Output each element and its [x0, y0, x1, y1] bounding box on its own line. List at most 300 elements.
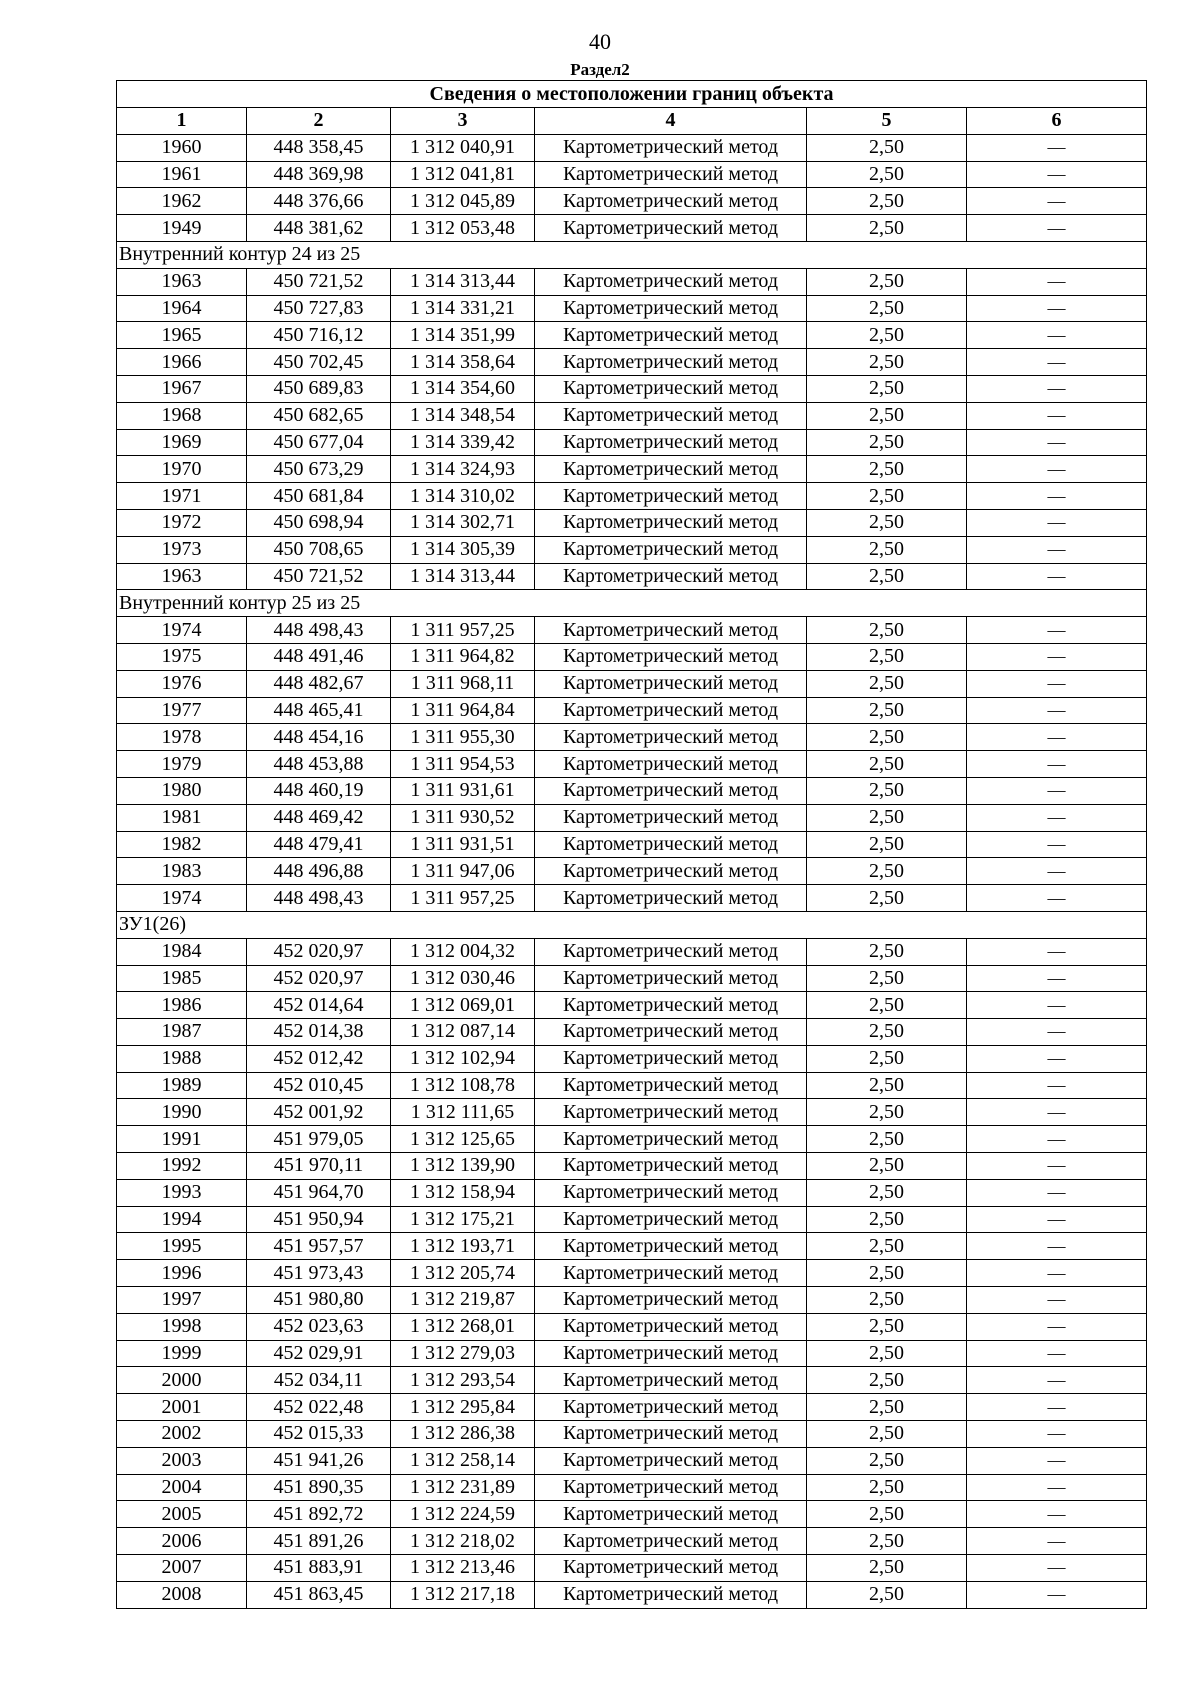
- x-coordinate-cell: 450 702,45: [247, 349, 391, 376]
- accuracy-cell: 2,50: [807, 670, 967, 697]
- accuracy-cell: 2,50: [807, 1099, 967, 1126]
- x-coordinate-cell: 448 376,66: [247, 188, 391, 215]
- point-number-cell: 1962: [117, 188, 247, 215]
- point-number-cell: 1985: [117, 965, 247, 992]
- y-coordinate-cell: 1 312 069,01: [391, 992, 535, 1019]
- point-number-cell: 1975: [117, 643, 247, 670]
- method-cell: Картометрический метод: [535, 1153, 807, 1180]
- method-cell: Картометрический метод: [535, 1367, 807, 1394]
- table-row: [117, 1072, 1147, 1099]
- table-caption-row: [117, 81, 1147, 108]
- point-number-cell: 1999: [117, 1340, 247, 1367]
- y-coordinate-cell: 1 314 331,21: [391, 295, 535, 322]
- point-number-cell: 1997: [117, 1287, 247, 1314]
- method-cell: Картометрический метод: [535, 268, 807, 295]
- accuracy-cell: 2,50: [807, 804, 967, 831]
- accuracy-cell: 2,50: [807, 429, 967, 456]
- table-row: [117, 938, 1147, 965]
- method-cell: Картометрический метод: [535, 456, 807, 483]
- y-coordinate-cell: 1 312 268,01: [391, 1313, 535, 1340]
- x-coordinate-cell: 450 716,12: [247, 322, 391, 349]
- method-cell: Картометрический метод: [535, 1501, 807, 1528]
- accuracy-cell: 2,50: [807, 1072, 967, 1099]
- accuracy-cell: 2,50: [807, 322, 967, 349]
- table-row: [117, 858, 1147, 885]
- method-cell: Картометрический метод: [535, 349, 807, 376]
- description-cell: —: [967, 1153, 1147, 1180]
- point-number-cell: 1978: [117, 724, 247, 751]
- method-cell: Картометрический метод: [535, 965, 807, 992]
- table-row: [117, 1233, 1147, 1260]
- y-coordinate-cell: 1 311 964,84: [391, 697, 535, 724]
- table-row: [117, 1555, 1147, 1582]
- description-cell: —: [967, 429, 1147, 456]
- table-row: [117, 1313, 1147, 1340]
- description-cell: —: [967, 992, 1147, 1019]
- description-cell: —: [967, 1367, 1147, 1394]
- method-cell: Картометрический метод: [535, 885, 807, 912]
- description-cell: —: [967, 456, 1147, 483]
- accuracy-cell: 2,50: [807, 1206, 967, 1233]
- method-cell: Картометрический метод: [535, 322, 807, 349]
- point-number-cell: 1988: [117, 1045, 247, 1072]
- method-cell: Картометрический метод: [535, 1528, 807, 1555]
- point-number-cell: 1970: [117, 456, 247, 483]
- point-number-cell: 1974: [117, 617, 247, 644]
- description-cell: —: [967, 670, 1147, 697]
- x-coordinate-cell: 451 890,35: [247, 1474, 391, 1501]
- table-row: [117, 1474, 1147, 1501]
- table-row: [117, 724, 1147, 751]
- accuracy-cell: 2,50: [807, 1528, 967, 1555]
- accuracy-cell: 2,50: [807, 1501, 967, 1528]
- description-cell: —: [967, 536, 1147, 563]
- method-cell: Картометрический метод: [535, 1581, 807, 1608]
- x-coordinate-cell: 451 863,45: [247, 1581, 391, 1608]
- y-coordinate-cell: 1 312 286,38: [391, 1421, 535, 1448]
- contour-group-label: Внутренний контур 25 из 25: [117, 590, 1147, 617]
- accuracy-cell: 2,50: [807, 1287, 967, 1314]
- table-caption: Сведения о местоположении границ объекта: [117, 81, 1147, 108]
- point-number-cell: 1983: [117, 858, 247, 885]
- x-coordinate-cell: 448 496,88: [247, 858, 391, 885]
- table-row: [117, 1421, 1147, 1448]
- description-cell: —: [967, 509, 1147, 536]
- y-coordinate-cell: 1 311 957,25: [391, 885, 535, 912]
- y-coordinate-cell: 1 314 310,02: [391, 483, 535, 510]
- point-number-cell: 1980: [117, 777, 247, 804]
- method-cell: Картометрический метод: [535, 1019, 807, 1046]
- y-coordinate-cell: 1 311 957,25: [391, 617, 535, 644]
- point-number-cell: 1967: [117, 375, 247, 402]
- point-number-cell: 1996: [117, 1260, 247, 1287]
- table-row: [117, 1581, 1147, 1608]
- table-row: [117, 563, 1147, 590]
- y-coordinate-cell: 1 311 931,61: [391, 777, 535, 804]
- description-cell: —: [967, 1340, 1147, 1367]
- x-coordinate-cell: 448 454,16: [247, 724, 391, 751]
- method-cell: Картометрический метод: [535, 1340, 807, 1367]
- method-cell: Картометрический метод: [535, 1313, 807, 1340]
- y-coordinate-cell: 1 311 954,53: [391, 751, 535, 778]
- x-coordinate-cell: 452 014,38: [247, 1019, 391, 1046]
- description-cell: —: [967, 1474, 1147, 1501]
- y-coordinate-cell: 1 311 930,52: [391, 804, 535, 831]
- method-cell: Картометрический метод: [535, 643, 807, 670]
- table-row: [117, 1367, 1147, 1394]
- x-coordinate-cell: 451 891,26: [247, 1528, 391, 1555]
- x-coordinate-cell: 451 980,80: [247, 1287, 391, 1314]
- table-row: [117, 536, 1147, 563]
- y-coordinate-cell: 1 314 348,54: [391, 402, 535, 429]
- table-row: [117, 375, 1147, 402]
- column-header: 3: [391, 108, 535, 135]
- method-cell: Картометрический метод: [535, 483, 807, 510]
- x-coordinate-cell: 451 941,26: [247, 1447, 391, 1474]
- x-coordinate-cell: 448 358,45: [247, 134, 391, 161]
- y-coordinate-cell: 1 312 258,14: [391, 1447, 535, 1474]
- point-number-cell: 1991: [117, 1126, 247, 1153]
- x-coordinate-cell: 450 673,29: [247, 456, 391, 483]
- table-row: [117, 1045, 1147, 1072]
- accuracy-cell: 2,50: [807, 268, 967, 295]
- table-row: [117, 1260, 1147, 1287]
- method-cell: Картометрический метод: [535, 563, 807, 590]
- point-number-cell: 1961: [117, 161, 247, 188]
- accuracy-cell: 2,50: [807, 751, 967, 778]
- y-coordinate-cell: 1 312 030,46: [391, 965, 535, 992]
- accuracy-cell: 2,50: [807, 1581, 967, 1608]
- table-row: [117, 1206, 1147, 1233]
- method-cell: Картометрический метод: [535, 1126, 807, 1153]
- section-label: Раздел2: [570, 60, 630, 79]
- accuracy-cell: 2,50: [807, 777, 967, 804]
- accuracy-cell: 2,50: [807, 509, 967, 536]
- x-coordinate-cell: 452 023,63: [247, 1313, 391, 1340]
- accuracy-cell: 2,50: [807, 1153, 967, 1180]
- method-cell: Картометрический метод: [535, 1233, 807, 1260]
- point-number-cell: 2001: [117, 1394, 247, 1421]
- description-cell: —: [967, 804, 1147, 831]
- table-row: [117, 965, 1147, 992]
- x-coordinate-cell: 451 957,57: [247, 1233, 391, 1260]
- method-cell: Картометрический метод: [535, 215, 807, 242]
- point-number-cell: 1992: [117, 1153, 247, 1180]
- description-cell: —: [967, 402, 1147, 429]
- description-cell: —: [967, 617, 1147, 644]
- y-coordinate-cell: 1 312 111,65: [391, 1099, 535, 1126]
- accuracy-cell: 2,50: [807, 1474, 967, 1501]
- x-coordinate-cell: 448 460,19: [247, 777, 391, 804]
- accuracy-cell: 2,50: [807, 1421, 967, 1448]
- y-coordinate-cell: 1 312 041,81: [391, 161, 535, 188]
- accuracy-cell: 2,50: [807, 349, 967, 376]
- description-cell: —: [967, 777, 1147, 804]
- point-number-cell: 1995: [117, 1233, 247, 1260]
- x-coordinate-cell: 452 020,97: [247, 965, 391, 992]
- point-number-cell: 1987: [117, 1019, 247, 1046]
- description-cell: —: [967, 1179, 1147, 1206]
- description-cell: —: [967, 1099, 1147, 1126]
- point-number-cell: 2000: [117, 1367, 247, 1394]
- description-cell: —: [967, 161, 1147, 188]
- table-body: [117, 134, 1147, 1608]
- x-coordinate-cell: 450 677,04: [247, 429, 391, 456]
- y-coordinate-cell: 1 312 193,71: [391, 1233, 535, 1260]
- x-coordinate-cell: 450 689,83: [247, 375, 391, 402]
- accuracy-cell: 2,50: [807, 938, 967, 965]
- y-coordinate-cell: 1 312 125,65: [391, 1126, 535, 1153]
- table-row: [117, 1099, 1147, 1126]
- y-coordinate-cell: 1 312 158,94: [391, 1179, 535, 1206]
- y-coordinate-cell: 1 312 040,91: [391, 134, 535, 161]
- y-coordinate-cell: 1 312 102,94: [391, 1045, 535, 1072]
- x-coordinate-cell: 451 973,43: [247, 1260, 391, 1287]
- table-row: [117, 483, 1147, 510]
- point-number-cell: 1998: [117, 1313, 247, 1340]
- description-cell: —: [967, 483, 1147, 510]
- table-row: [117, 1019, 1147, 1046]
- y-coordinate-cell: 1 311 947,06: [391, 858, 535, 885]
- description-cell: —: [967, 1555, 1147, 1582]
- accuracy-cell: 2,50: [807, 456, 967, 483]
- y-coordinate-cell: 1 314 339,42: [391, 429, 535, 456]
- x-coordinate-cell: 452 010,45: [247, 1072, 391, 1099]
- accuracy-cell: 2,50: [807, 1233, 967, 1260]
- accuracy-cell: 2,50: [807, 617, 967, 644]
- method-cell: Картометрический метод: [535, 375, 807, 402]
- x-coordinate-cell: 450 727,83: [247, 295, 391, 322]
- point-number-cell: 1966: [117, 349, 247, 376]
- description-cell: —: [967, 643, 1147, 670]
- description-cell: —: [967, 1233, 1147, 1260]
- point-number-cell: 1977: [117, 697, 247, 724]
- method-cell: Картометрический метод: [535, 670, 807, 697]
- description-cell: —: [967, 1019, 1147, 1046]
- table-row: [117, 617, 1147, 644]
- point-number-cell: 2006: [117, 1528, 247, 1555]
- table-row: [117, 429, 1147, 456]
- x-coordinate-cell: 452 022,48: [247, 1394, 391, 1421]
- accuracy-cell: 2,50: [807, 1394, 967, 1421]
- boundary-coordinates-table: [116, 80, 1147, 1609]
- table-row: [117, 1394, 1147, 1421]
- contour-group-label: ЗУ1(26): [117, 911, 1147, 938]
- accuracy-cell: 2,50: [807, 1019, 967, 1046]
- table-row: [117, 295, 1147, 322]
- method-cell: Картометрический метод: [535, 992, 807, 1019]
- accuracy-cell: 2,50: [807, 1126, 967, 1153]
- table-row: [117, 402, 1147, 429]
- x-coordinate-cell: 452 029,91: [247, 1340, 391, 1367]
- x-coordinate-cell: 450 682,65: [247, 402, 391, 429]
- method-cell: Картометрический метод: [535, 724, 807, 751]
- description-cell: —: [967, 188, 1147, 215]
- accuracy-cell: 2,50: [807, 1340, 967, 1367]
- x-coordinate-cell: 448 369,98: [247, 161, 391, 188]
- accuracy-cell: 2,50: [807, 992, 967, 1019]
- point-number-cell: 1968: [117, 402, 247, 429]
- point-number-cell: 1965: [117, 322, 247, 349]
- x-coordinate-cell: 448 491,46: [247, 643, 391, 670]
- x-coordinate-cell: 452 034,11: [247, 1367, 391, 1394]
- y-coordinate-cell: 1 314 324,93: [391, 456, 535, 483]
- description-cell: —: [967, 1394, 1147, 1421]
- y-coordinate-cell: 1 312 218,02: [391, 1528, 535, 1555]
- point-number-cell: 2002: [117, 1421, 247, 1448]
- accuracy-cell: 2,50: [807, 134, 967, 161]
- table-row: [117, 992, 1147, 1019]
- x-coordinate-cell: 452 020,97: [247, 938, 391, 965]
- method-cell: Картометрический метод: [535, 161, 807, 188]
- description-cell: —: [967, 295, 1147, 322]
- table-row: [117, 349, 1147, 376]
- y-coordinate-cell: 1 311 968,11: [391, 670, 535, 697]
- contour-group-row: [117, 911, 1147, 938]
- table-row: [117, 1528, 1147, 1555]
- point-number-cell: 1993: [117, 1179, 247, 1206]
- accuracy-cell: 2,50: [807, 858, 967, 885]
- column-header: 1: [117, 108, 247, 135]
- table-row: [117, 268, 1147, 295]
- column-header: 2: [247, 108, 391, 135]
- accuracy-cell: 2,50: [807, 161, 967, 188]
- point-number-cell: 1963: [117, 268, 247, 295]
- contour-group-row: [117, 590, 1147, 617]
- table-row: [117, 804, 1147, 831]
- method-cell: Картометрический метод: [535, 402, 807, 429]
- x-coordinate-cell: 448 381,62: [247, 215, 391, 242]
- y-coordinate-cell: 1 312 217,18: [391, 1581, 535, 1608]
- table-row: [117, 1501, 1147, 1528]
- point-number-cell: 1979: [117, 751, 247, 778]
- description-cell: —: [967, 885, 1147, 912]
- method-cell: Картометрический метод: [535, 536, 807, 563]
- x-coordinate-cell: 451 979,05: [247, 1126, 391, 1153]
- description-cell: —: [967, 1528, 1147, 1555]
- table-row: [117, 1447, 1147, 1474]
- table-row: [117, 134, 1147, 161]
- accuracy-cell: 2,50: [807, 1447, 967, 1474]
- x-coordinate-cell: 448 469,42: [247, 804, 391, 831]
- description-cell: —: [967, 938, 1147, 965]
- method-cell: Картометрический метод: [535, 509, 807, 536]
- y-coordinate-cell: 1 312 205,74: [391, 1260, 535, 1287]
- method-cell: Картометрический метод: [535, 1394, 807, 1421]
- column-header: 5: [807, 108, 967, 135]
- table-row: [117, 456, 1147, 483]
- accuracy-cell: 2,50: [807, 563, 967, 590]
- accuracy-cell: 2,50: [807, 885, 967, 912]
- point-number-cell: 2003: [117, 1447, 247, 1474]
- accuracy-cell: 2,50: [807, 965, 967, 992]
- point-number-cell: 1969: [117, 429, 247, 456]
- y-coordinate-cell: 1 314 354,60: [391, 375, 535, 402]
- point-number-cell: 1949: [117, 215, 247, 242]
- point-number-cell: 2008: [117, 1581, 247, 1608]
- x-coordinate-cell: 448 498,43: [247, 617, 391, 644]
- method-cell: Картометрический метод: [535, 429, 807, 456]
- description-cell: —: [967, 322, 1147, 349]
- contour-group-row: [117, 241, 1147, 268]
- method-cell: Картометрический метод: [535, 751, 807, 778]
- table-row: [117, 161, 1147, 188]
- method-cell: Картометрический метод: [535, 1099, 807, 1126]
- description-cell: —: [967, 375, 1147, 402]
- point-number-cell: 2005: [117, 1501, 247, 1528]
- y-coordinate-cell: 1 314 358,64: [391, 349, 535, 376]
- point-number-cell: 1982: [117, 831, 247, 858]
- table-row: [117, 1126, 1147, 1153]
- method-cell: Картометрический метод: [535, 804, 807, 831]
- method-cell: Картометрический метод: [535, 1179, 807, 1206]
- table-row: [117, 1340, 1147, 1367]
- y-coordinate-cell: 1 312 087,14: [391, 1019, 535, 1046]
- column-header: 6: [967, 108, 1147, 135]
- description-cell: —: [967, 1447, 1147, 1474]
- table-row: [117, 670, 1147, 697]
- point-number-cell: 1994: [117, 1206, 247, 1233]
- y-coordinate-cell: 1 312 053,48: [391, 215, 535, 242]
- table-row: [117, 322, 1147, 349]
- description-cell: —: [967, 1501, 1147, 1528]
- x-coordinate-cell: 452 015,33: [247, 1421, 391, 1448]
- description-cell: —: [967, 1421, 1147, 1448]
- point-number-cell: 2007: [117, 1555, 247, 1582]
- description-cell: —: [967, 268, 1147, 295]
- description-cell: —: [967, 1581, 1147, 1608]
- x-coordinate-cell: 452 012,42: [247, 1045, 391, 1072]
- table-row: [117, 1153, 1147, 1180]
- y-coordinate-cell: 1 314 302,71: [391, 509, 535, 536]
- method-cell: Картометрический метод: [535, 1045, 807, 1072]
- description-cell: —: [967, 134, 1147, 161]
- method-cell: Картометрический метод: [535, 1555, 807, 1582]
- y-coordinate-cell: 1 312 295,84: [391, 1394, 535, 1421]
- page-number: 40: [589, 29, 611, 54]
- point-number-cell: 1986: [117, 992, 247, 1019]
- table-row: [117, 777, 1147, 804]
- accuracy-cell: 2,50: [807, 1555, 967, 1582]
- description-cell: —: [967, 1072, 1147, 1099]
- y-coordinate-cell: 1 314 351,99: [391, 322, 535, 349]
- method-cell: Картометрический метод: [535, 1260, 807, 1287]
- method-cell: Картометрический метод: [535, 777, 807, 804]
- x-coordinate-cell: 450 708,65: [247, 536, 391, 563]
- x-coordinate-cell: 451 883,91: [247, 1555, 391, 1582]
- y-coordinate-cell: 1 311 955,30: [391, 724, 535, 751]
- point-number-cell: 1989: [117, 1072, 247, 1099]
- x-coordinate-cell: 450 681,84: [247, 483, 391, 510]
- x-coordinate-cell: 448 482,67: [247, 670, 391, 697]
- point-number-cell: 1972: [117, 509, 247, 536]
- x-coordinate-cell: 448 479,41: [247, 831, 391, 858]
- y-coordinate-cell: 1 314 313,44: [391, 563, 535, 590]
- description-cell: —: [967, 1260, 1147, 1287]
- description-cell: —: [967, 1045, 1147, 1072]
- y-coordinate-cell: 1 311 964,82: [391, 643, 535, 670]
- accuracy-cell: 2,50: [807, 643, 967, 670]
- point-number-cell: 1990: [117, 1099, 247, 1126]
- table-row: [117, 1179, 1147, 1206]
- point-number-cell: 1973: [117, 536, 247, 563]
- description-cell: —: [967, 349, 1147, 376]
- description-cell: —: [967, 563, 1147, 590]
- accuracy-cell: 2,50: [807, 1367, 967, 1394]
- method-cell: Картометрический метод: [535, 295, 807, 322]
- x-coordinate-cell: 448 453,88: [247, 751, 391, 778]
- accuracy-cell: 2,50: [807, 188, 967, 215]
